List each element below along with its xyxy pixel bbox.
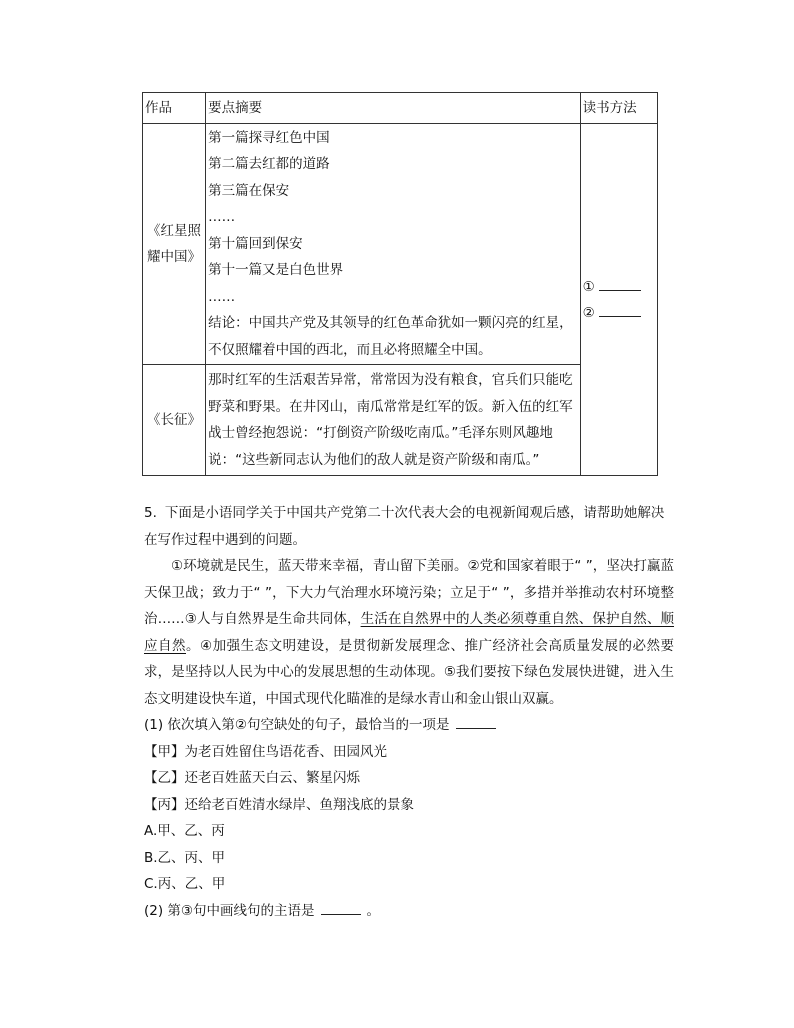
- summary-line: 结论：中国共产党及其领导的红色革命犹如一颗闪亮的红星，: [208, 315, 573, 332]
- answer-blank[interactable]: [321, 900, 361, 915]
- choice-a[interactable]: A.甲、乙、丙: [144, 823, 225, 839]
- summary-line: 野菜和野果。在井冈山，南瓜常常是红军的饭。新入伍的红军: [208, 398, 573, 415]
- option-yi: 【乙】还老百姓蓝天白云、繁星闪烁: [144, 770, 360, 786]
- method-blank-2[interactable]: [583, 300, 655, 326]
- summary-line: 不仅照耀着中国的西北，而且必将照耀全中国。: [208, 341, 492, 358]
- option-jia: 【甲】为老百姓留住鸟语花香、田园风光: [144, 743, 387, 760]
- question-stem-text: 下面是小语同学关于中国共产党第二十次代表大会的电视新闻观后感，请帮助她解决: [164, 505, 665, 521]
- method-number: ①: [582, 278, 595, 295]
- header-work: 作品: [143, 93, 206, 124]
- reading-notes-table: [142, 92, 658, 476]
- option-bing: 【丙】还给老百姓清水绿岸、鱼翔浅底的景象: [144, 796, 414, 813]
- answer-blank[interactable]: [456, 714, 496, 729]
- summary-line: ……: [208, 288, 236, 305]
- summary-line: 第十篇回到保安: [208, 235, 303, 252]
- summary-line: 第十一篇又是白色世界: [208, 262, 344, 279]
- summary-line: 第三篇在保安: [208, 182, 290, 199]
- sub-question-text: (2) 第③句中画线句的主语是: [144, 902, 315, 919]
- summary-line: 战士曾经抱怨说：“打倒资产阶级吃南瓜。”毛泽东则风趣地: [208, 425, 553, 441]
- header-method: 读书方法: [580, 93, 657, 124]
- table-row: [143, 124, 658, 365]
- sub-question-1: [144, 712, 674, 739]
- summary-line: 第一篇探寻红色中国: [208, 129, 330, 146]
- answer-blank[interactable]: [599, 276, 641, 291]
- underlined-sentence: 生活在自然界中的人类必须尊重自然、保护自然、顺应自然: [144, 611, 675, 654]
- summary-long-march: [206, 365, 581, 476]
- summary-line: 说：“这些新同志认为他们的敌人就是资产阶级和南瓜。”: [208, 451, 540, 468]
- work-title-red-star: [143, 124, 206, 365]
- summary-red-star: [206, 124, 581, 365]
- table-header-row: [143, 93, 658, 124]
- question-5: [144, 500, 674, 924]
- header-summary: 要点摘要: [206, 93, 581, 124]
- summary-line: ……: [208, 209, 236, 226]
- passage-text: 。④加强生态文明建设，是贯彻新发展理念、推广经济社会高质量发展的必然要求，是坚持以人民为中心的发展思想的生动体现。⑤我们要按下绿色发展快进键，进入生态文明建设快车道，中国式现代化瞄准的是绿水青山和金山银山双赢。: [144, 637, 675, 707]
- work-title-line: 耀中国》: [147, 249, 202, 265]
- question-stem: [144, 500, 674, 527]
- passage-text: ①环境就是民生，蓝天带来幸福，青山留下美丽。②党和国家着眼于“ ”，坚决打赢蓝天保卫战；致力于“ ”，下大力气治理水环境污染；立足于“ ”，多措并举推动农村环境整治……③人与自然界是生命共同体，: [144, 558, 674, 627]
- reading-method-cell: [580, 124, 657, 476]
- sub-question-end: 。: [366, 902, 381, 919]
- method-blank-1[interactable]: [583, 274, 655, 300]
- sub-question-text: (1) 依次填入第②句空缺处的句子，最恰当的一项是: [144, 717, 450, 733]
- choice-b[interactable]: B.乙、丙、甲: [144, 849, 226, 866]
- summary-line: 那时红军的生活艰苦异常，常常因为没有粮食，官兵们只能吃: [208, 372, 573, 388]
- summary-line: 第二篇去红都的道路: [208, 156, 330, 173]
- question-stem-text: 在写作过程中遇到的问题。: [144, 531, 306, 548]
- passage: [144, 553, 674, 712]
- choice-c[interactable]: C.丙、乙、甲: [144, 876, 226, 892]
- work-title-line: 《红星照: [147, 222, 202, 239]
- question-number: 5.: [144, 505, 157, 521]
- sub-question-2: [144, 898, 674, 925]
- answer-blank[interactable]: [599, 302, 641, 317]
- work-title-long-march: 《长征》: [143, 365, 206, 476]
- method-number: ②: [582, 304, 595, 321]
